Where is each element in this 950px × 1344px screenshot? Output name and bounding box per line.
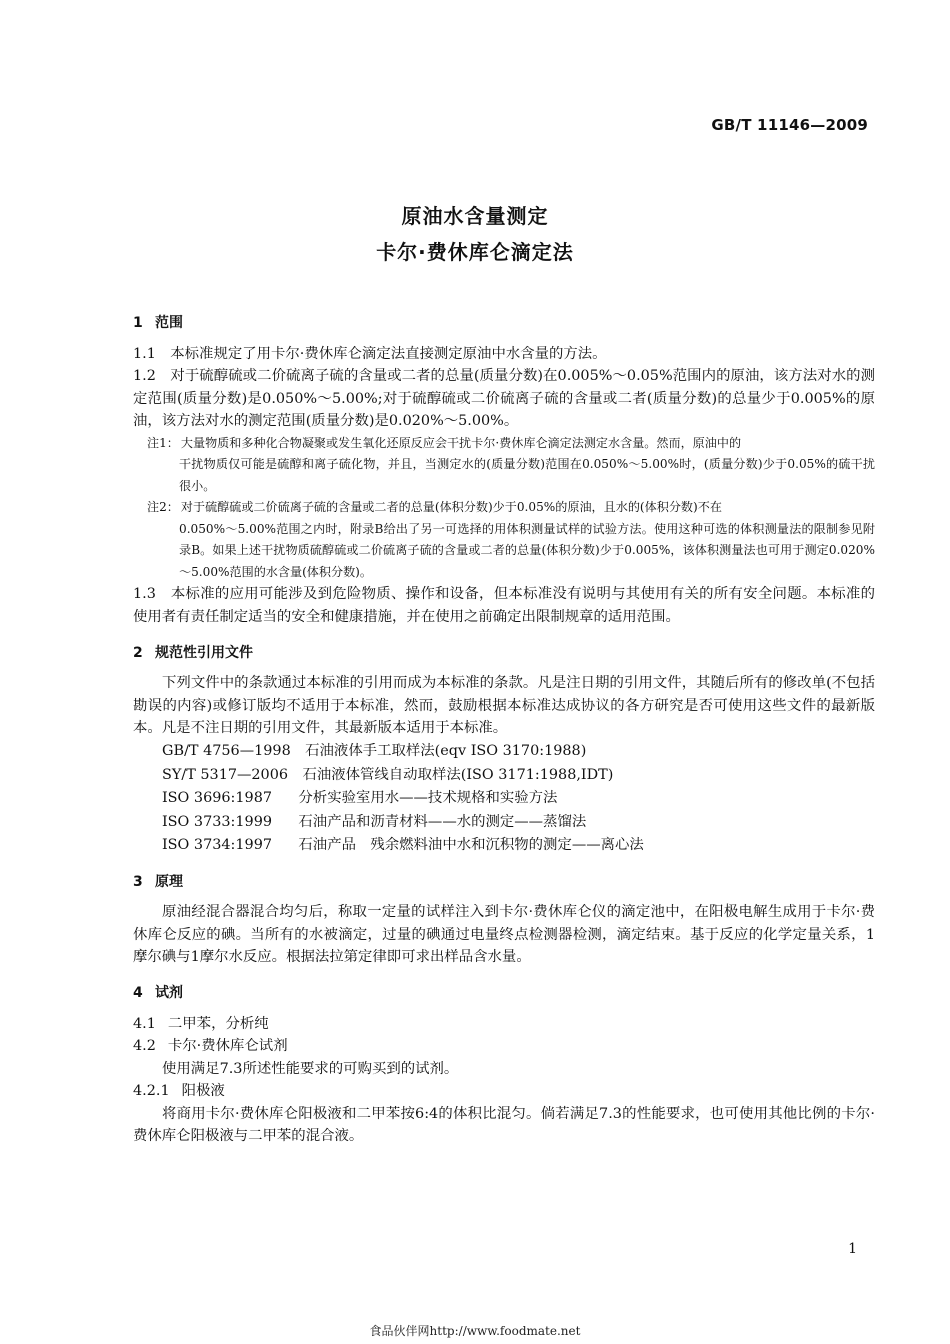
section-heading-2	[133, 642, 875, 665]
note-text-rest: 0.050%～5.00%范围之内时，附录B给出了另一可选择的用体积测量试样的试验方法。使用这种可选的体积测量法的限制参见附录B。如果上述干扰物质硫醇硫或二价硫离子硫的含量或二者的总量(体积分数)少于0.005%，该体积测量法也可用于测定0.020%～5.00%范围的水含量(体积分数)。	[179, 521, 875, 579]
clause-4-2-1	[133, 1080, 875, 1103]
section-heading-3	[133, 871, 875, 894]
references-intro: 下列文件中的条款通过本标准的引用而成为本标准的条款。凡是注日期的引用文件，其随后所有的修改单(不包括勘误的内容)或修订版均不适用于本标准，然而，鼓励根据本标准达成协议的各方研究是否可使用这些文件的最新版本。凡是不注日期的引用文件，其最新版本适用于本标准。	[133, 675, 875, 737]
clause-4-2-1-body: 将商用卡尔·费休库仑阳极液和二甲苯按6:4的体积比混匀。倘若满足7.3的性能要求，也可使用其他比例的卡尔·费休库仑阳极液与二甲苯的混合液。	[133, 1105, 875, 1145]
note-label: 注2：	[147, 500, 179, 515]
principle-paragraph: 原油经混合器混合均匀后，称取一定量的试样注入到卡尔·费休库仑仪的滴定池中，在阳极电解生成用于卡尔·费休库仑反应的碘。当所有的水被滴定，过量的碘通过电量终点检测器检测，滴定结束。基于反应的化学定量关系，1摩尔碘与1摩尔水反应。根据法拉第定律即可求出样品含水量。	[133, 904, 875, 966]
reference-item	[162, 740, 875, 764]
reference-title: 石油产品 残余燃料油中水和沉积物的测定——离心法	[298, 837, 644, 854]
document-title-line1: 原油水含量测定	[401, 204, 549, 228]
reference-title: 石油液体手工取样法(eqv ISO 3170:1988)	[305, 743, 587, 760]
document-title-line2: 卡尔·费休库仑滴定法	[376, 240, 574, 264]
clause-4-2-body: 使用满足7.3所述性能要求的可购买到的试剂。	[162, 1060, 459, 1077]
section-number: 4	[133, 984, 143, 1001]
document-body	[133, 312, 875, 1148]
reference-code: GB/T 4756—1998	[162, 743, 291, 760]
section-number: 2	[133, 644, 143, 661]
section-number: 3	[133, 873, 143, 890]
reference-title: 分析实验室用水——技术规格和实验方法	[298, 790, 558, 807]
note-text-first: 大量物质和多种化合物凝聚或发生氧化还原反应会干扰卡尔·费休库仑滴定法测定水含量。然而，原油中的	[180, 435, 742, 450]
clause-1-3: 1.3 本标准的应用可能涉及到危险物质、操作和设备，但本标准没有说明与其使用有关的所有安全问题。本标准的使用者有责任制定适当的安全和健康措施，并在使用之前确定出限制规章的适用范围。	[133, 586, 875, 626]
clause-1-1: 1.1 本标准规定了用卡尔·费休库仑滴定法直接测定原油中水含量的方法。	[133, 345, 607, 362]
reference-item	[162, 764, 875, 788]
section-title: 试剂	[155, 984, 183, 1001]
clause-number: 4.1	[133, 1015, 156, 1032]
clause-4-1	[133, 1013, 875, 1036]
section-title: 规范性引用文件	[155, 644, 253, 661]
section-heading-1	[133, 312, 875, 335]
page-number: 1	[848, 1241, 857, 1257]
note-text-rest: 干扰物质仅可能是硫醇和离子硫化物，并且，当测定水的(质量分数)范围在0.050%～5.00%时，(质量分数)少于0.05%的硫干扰很小。	[179, 457, 875, 493]
note-text-first: 对于硫醇硫或二价硫离子硫的含量或二者的总量(体积分数)少于0.05%的原油，且水的(体积分数)不在	[180, 500, 722, 515]
clause-text: 二甲苯，分析纯	[167, 1015, 269, 1032]
reference-title: 石油液体管线自动取样法(ISO 3171:1988,IDT)	[302, 766, 614, 783]
section-number: 1	[133, 315, 143, 331]
footer-watermark: 食品伙伴网http://www.foodmate.net	[369, 1324, 581, 1338]
reference-code: SY/T 5317—2006	[162, 766, 289, 783]
standard-code: GB/T 11146—2009	[711, 116, 868, 134]
reference-code: ISO 3733:1999	[162, 813, 273, 830]
section-title: 范围	[155, 315, 183, 331]
clause-text: 卡尔·费休库仑试剂	[167, 1038, 288, 1055]
reference-item	[162, 787, 875, 811]
clause-number: 4.2	[133, 1038, 156, 1055]
section-title: 原理	[155, 873, 183, 890]
reference-item	[162, 811, 875, 835]
clause-number: 4.2.1	[133, 1083, 170, 1100]
note-2	[147, 497, 875, 583]
reference-title: 石油产品和沥青材料——水的测定——蒸馏法	[298, 813, 587, 830]
reference-code: ISO 3696:1987	[162, 790, 273, 807]
clause-text: 阳极液	[181, 1083, 225, 1100]
note-1	[147, 433, 875, 498]
reference-code: ISO 3734:1997	[162, 837, 273, 854]
clause-1-2: 1.2 对于硫醇硫或二价硫离子硫的含量或二者的总量(质量分数)在0.005%～0.05%范围内的原油，该方法对水的测定范围(质量分数)是0.050%～5.00%;对于硫醇硫或二价硫离子硫的含量或二者(质量分数)的总量少于0.005%的原油，该方法对水的测定范围(质量分数)是0.020%～5.00%。	[133, 368, 875, 430]
note-label: 注1：	[147, 435, 179, 450]
reference-item	[162, 834, 875, 858]
clause-4-2	[133, 1035, 875, 1058]
section-heading-4	[133, 982, 875, 1005]
